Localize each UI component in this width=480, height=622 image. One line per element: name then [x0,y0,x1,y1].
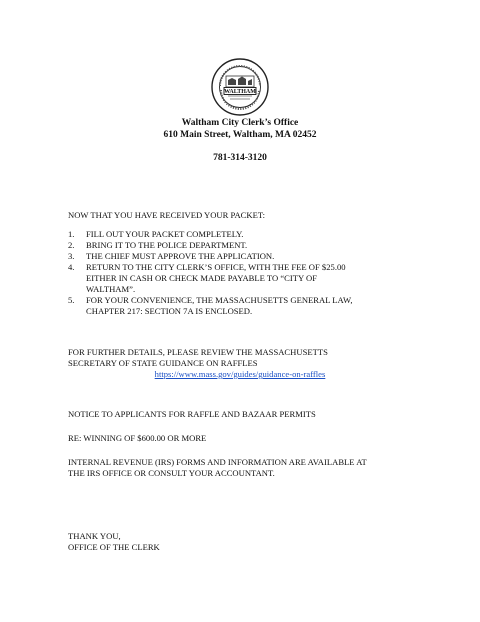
re-line: RE: WINNING OF $600.00 OR MORE [68,433,207,443]
step-number: 2. [68,240,75,250]
step-text: THE CHIEF MUST APPROVE THE APPLICATION. [86,251,275,261]
closing-signature [68,531,160,553]
step-text: BRING IT TO THE POLICE DEPARTMENT. [86,240,248,250]
closing-line: THANK YOU, [68,531,121,541]
step-text: RETURN TO THE CITY CLERK’S OFFICE, WITH THE FEE OF $25.00 [86,262,346,272]
office-phone: 781-314-3120 [213,153,267,163]
step-item [68,240,353,251]
step-item [68,262,353,295]
details-line: SECRETARY OF STATE GUIDANCE ON RAFFLES [68,358,258,368]
office-header [0,117,480,164]
steps-list [68,229,353,317]
step-text: FILL OUT YOUR PACKET COMPLETELY. [86,229,244,239]
step-number: 1. [68,229,75,239]
step-text: CHAPTER 217: SECTION 7A IS ENCLOSED. [86,306,253,316]
office-address: 610 Main Street, Waltham, MA 02452 [163,130,317,140]
closing-line: OFFICE OF THE CLERK [68,542,160,552]
step-number: 3. [68,251,75,261]
step-text: FOR YOUR CONVENIENCE, THE MASSACHUSETTS GENERAL LAW, [86,295,353,305]
city-seal-icon [211,58,269,116]
step-item [68,229,353,240]
step-item [68,251,353,262]
irs-line: THE IRS OFFICE OR CONSULT YOUR ACCOUNTANT. [68,468,275,478]
details-line: FOR FURTHER DETAILS, PLEASE REVIEW THE MASSACHUSETTS [68,347,328,357]
intro-text: NOW THAT YOU HAVE RECEIVED YOUR PACKET: [68,210,266,220]
guidance-link-row [0,369,480,380]
seal-name-text: WALTHAM [224,89,256,95]
step-number: 5. [68,295,75,305]
office-name: Waltham City Clerk’s Office [181,118,299,128]
guidance-link[interactable]: https://www.mass.gov/guides/guidance-on-raffles [154,369,326,379]
irs-text [68,457,367,479]
step-text: EITHER IN CASH OR CHECK MADE PAYABLE TO “CITY OF [86,273,318,283]
details-text [68,347,328,369]
irs-line: INTERNAL REVENUE (IRS) FORMS AND INFORMATION ARE AVAILABLE AT [68,457,367,467]
step-number: 4. [68,262,75,272]
step-text: WALTHAM”. [86,284,136,294]
step-item [68,295,353,317]
notice-heading: NOTICE TO APPLICANTS FOR RAFFLE AND BAZAAR PERMITS [68,409,316,419]
